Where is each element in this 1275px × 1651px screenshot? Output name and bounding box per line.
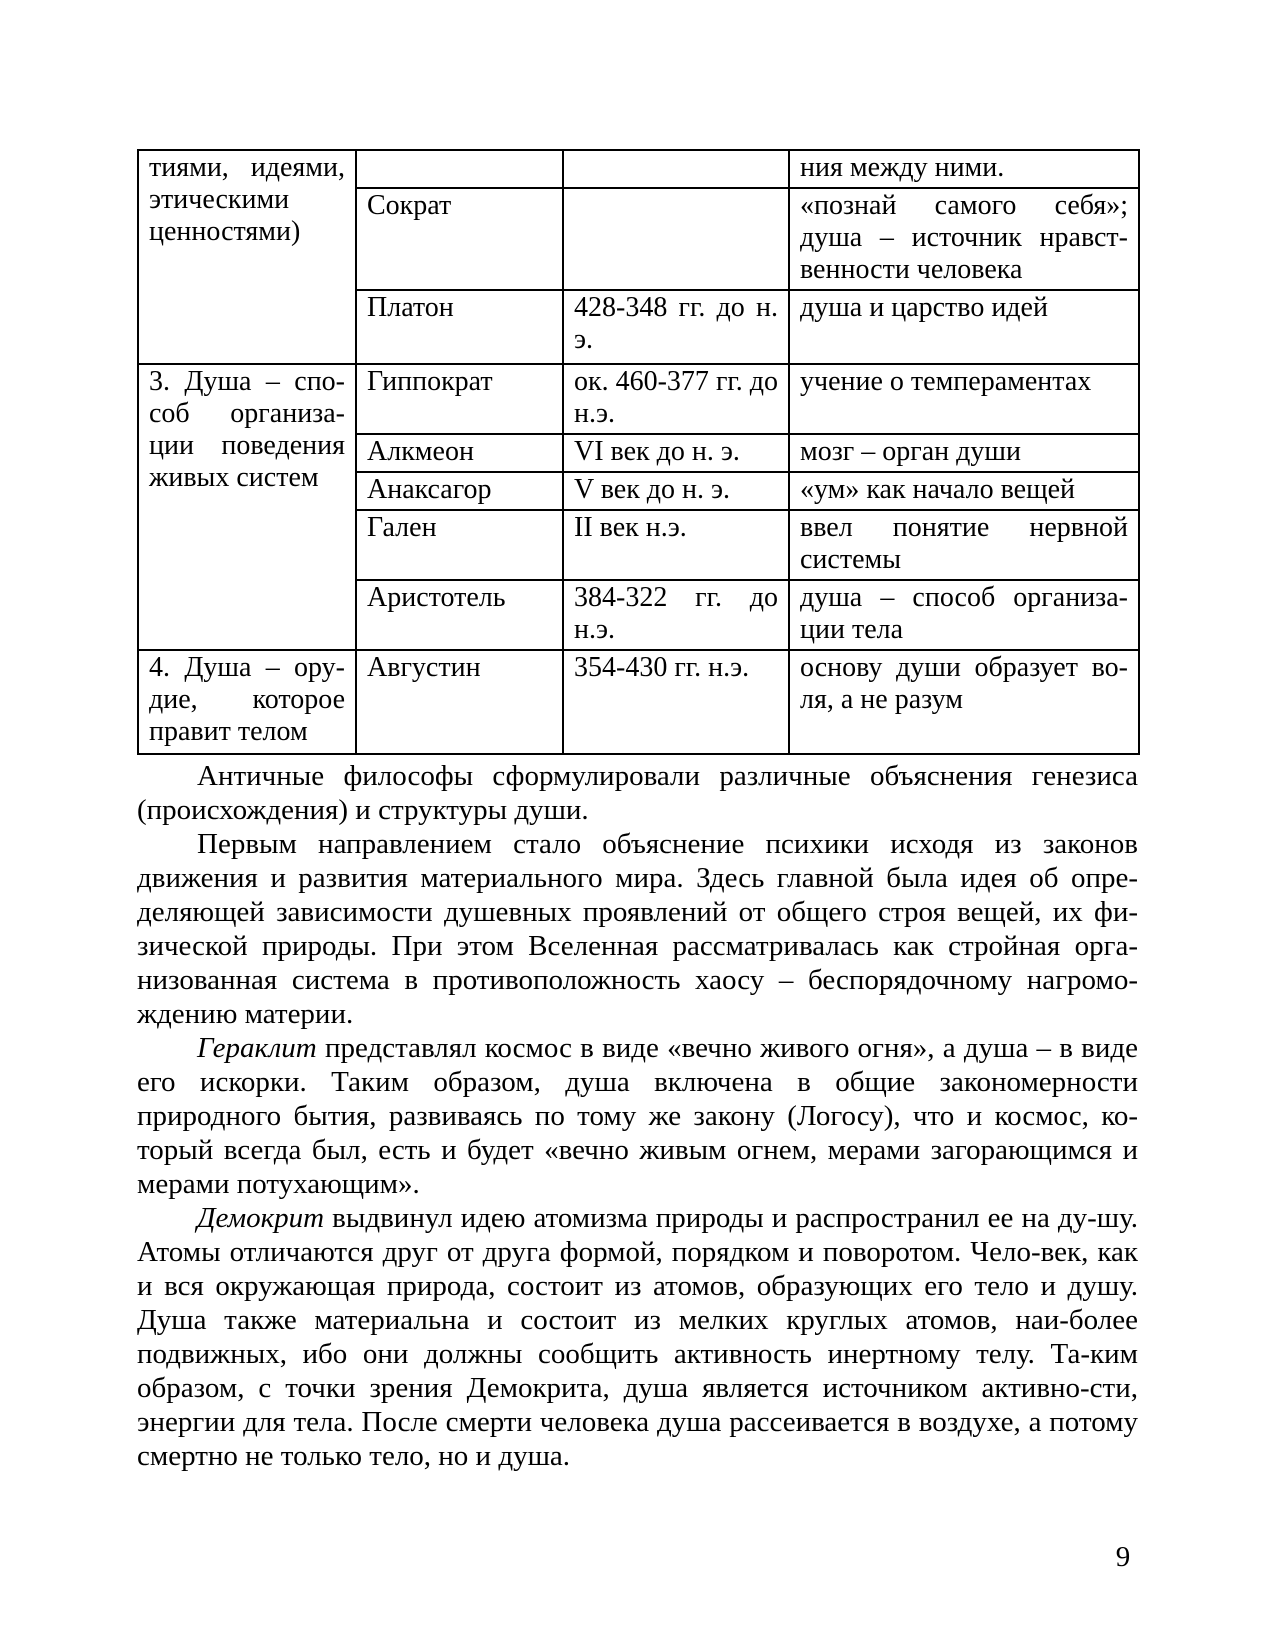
contribution-cell: мозг – орган души	[789, 434, 1139, 472]
period-cell: 354-430 гг. н.э.	[563, 650, 789, 754]
period-cell: 384-322 гг. до н.э.	[563, 580, 789, 650]
paragraph	[137, 827, 1138, 1031]
philosopher-cell	[356, 150, 563, 188]
category-cell: 3. Душа – спо-соб организа-ции поведения живых систем	[138, 364, 356, 650]
category-cell: 4. Душа – ору-дие, которое правит телом	[138, 650, 356, 754]
contribution-cell: основу души образует во-ля, а не разум	[789, 650, 1139, 754]
paragraph	[137, 759, 1138, 827]
paragraph	[137, 1201, 1138, 1473]
page-number: 9	[1115, 1541, 1131, 1573]
period-cell: II век н.э.	[563, 510, 789, 580]
period-cell: VI век до н. э.	[563, 434, 789, 472]
philosopher-cell: Августин	[356, 650, 563, 754]
period-cell: V век до н. э.	[563, 472, 789, 510]
contribution-cell: душа – способ организа-ции тела	[789, 580, 1139, 650]
period-cell	[563, 150, 789, 188]
period-cell: 428-348 гг. до н. э.	[563, 290, 789, 364]
contribution-cell: «познай самого себя»; душа – источник нравст-венности человека	[789, 188, 1139, 290]
paragraph-lead: Демокрит	[197, 1202, 325, 1234]
philosopher-cell: Гиппократ	[356, 364, 563, 434]
philosopher-cell: Платон	[356, 290, 563, 364]
period-cell: ок. 460-377 гг. до н.э.	[563, 364, 789, 434]
philosopher-cell: Сократ	[356, 188, 563, 290]
contribution-cell: ввел понятие нервной системы	[789, 510, 1139, 580]
period-cell	[563, 188, 789, 290]
contribution-cell: душа и царство идей	[789, 290, 1139, 364]
paragraph-lead: Гераклит	[197, 1032, 317, 1064]
table-row	[138, 650, 1139, 754]
table-row	[138, 150, 1139, 188]
paragraph-text: Первым направлением стало объяснение психики исходя из законов движения и развития материального мира. Здесь главной была идея об опре-деляющей зависимости душевных проявлений от общего строя вещей, их фи-зической природы. При этом Вселенная рассматривалась как стройная орга-низованная система в противоположность хаосу – беспорядочному нагромо-ждению материи.	[137, 828, 1138, 1030]
paragraph	[137, 1031, 1138, 1201]
philosopher-cell: Гален	[356, 510, 563, 580]
contribution-cell: «ум» как начало вещей	[789, 472, 1139, 510]
contribution-cell: учение о темпераментах	[789, 364, 1139, 434]
paragraph-text: представлял космос в виде «вечно живого огня», а душа – в виде его искорки. Таким образом, душа включена в общие закономерности природного бытия, развиваясь по тому же закону (Логосу), что и космос, ко-торый всегда был, есть и будет «вечно живым огнем, мерами загорающимся и мерами потухающим».	[137, 1032, 1138, 1200]
contribution-cell: ния между ними.	[789, 150, 1139, 188]
philosopher-cell: Алкмеон	[356, 434, 563, 472]
philosopher-cell: Анаксагор	[356, 472, 563, 510]
paragraph-text: выдвинул идею атомизма природы и распространил ее на ду-шу. Атомы отличаются друг от друга формой, порядком и поворотом. Чело-век, как и вся окружающая природа, состоит из атомов, образующих его тело и душу. Душа также материальна и состоит из мелких круглых атомов, наи-более подвижных, ибо они должны сообщить активность инертному телу. Та-ким образом, с точки зрения Демокрита, душа является источником активно-сти, энергии для тела. После смерти человека душа рассеивается в воздухе, а потому смертно не только тело, но и душа.	[137, 1202, 1138, 1472]
psyche-history-table	[137, 149, 1140, 755]
philosopher-cell: Аристотель	[356, 580, 563, 650]
body-text	[137, 759, 1138, 1473]
table-row	[138, 364, 1139, 434]
category-cell: тиями, идеями, этическими ценностями)	[138, 150, 356, 364]
paragraph-text: Античные философы сформулировали различные объяснения генезиса (происхождения) и структуры души.	[137, 760, 1138, 826]
